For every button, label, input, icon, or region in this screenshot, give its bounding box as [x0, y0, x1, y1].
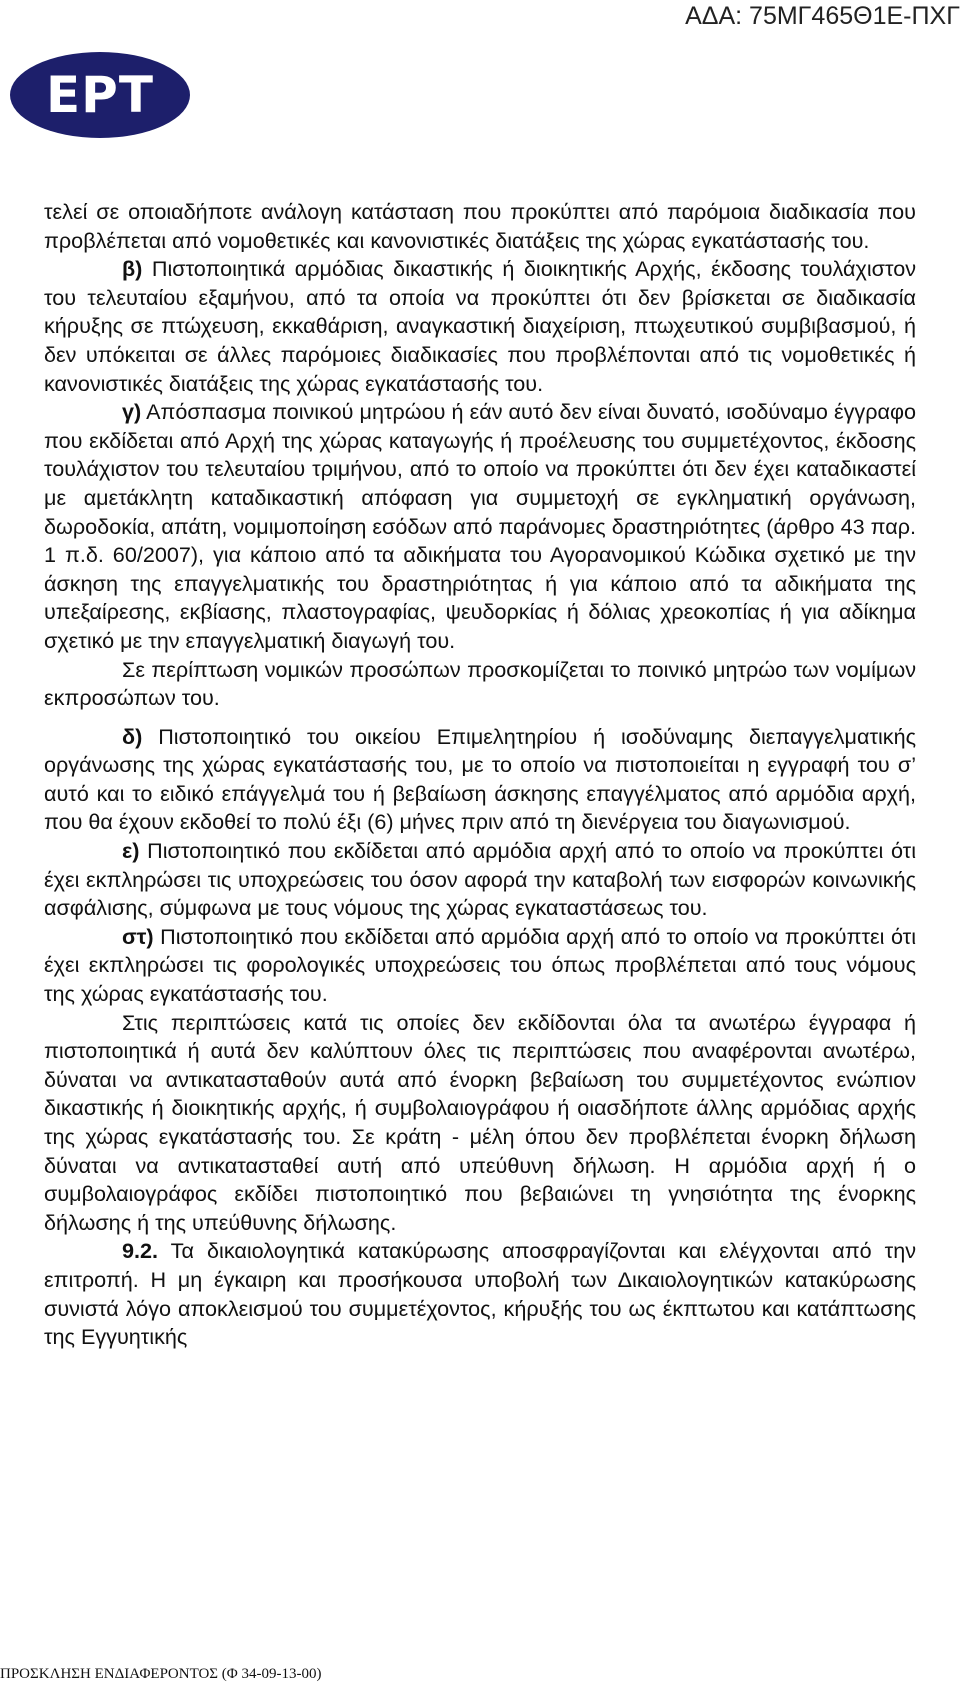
ada-code: ΑΔΑ: 75ΜΓ465Θ1Ε-ΠΧΓ	[685, 2, 960, 30]
paragraph-substitute-affidavit: Στις περιπτώσεις κατά τις οποίες δεν εκδίδονται όλα τα ανωτέρω έγγραφα ή πιστοποιητικά ή αυτά δεν καλύπτουν όλες τις περιπτώσεις που αναφέρονται ανωτέρω, δύναται να αντικατασταθούν αυτά από ένορκη βεβαίωση του συμμετέχοντος ενώπιον δικαστικής ή διοικητικής αρχής, ή συμβολαιογράφου ή οιασδήποτε άλλης αρμόδιας αρχής της χώρας εγκατάστασής του. Σε κράτη - μέλη όπου δεν προβλέπεται ένορκη δήλωση δύναται να αντικατασταθεί αυτή από υπεύθυνη δήλωση. Η αρμόδια αρχή ή ο συμβολαιογράφος εκδίδει πιστοποιητικό που βεβαιώνει τη γνησιότητα της ένορκης δήλωσης ή της υπεύθυνης δήλωσης.	[44, 1009, 916, 1235]
paragraph-legal-entities: Σε περίπτωση νομικών προσώπων προσκομίζεται το ποινικό μητρώο των νομίμων εκπροσώπων του.	[44, 656, 916, 711]
paragraph-st	[44, 923, 916, 1009]
section-text-9-2: Τα δικαιολογητικά κατακύρωσης αποσφραγίζονται και ελέγχονται από την επιτροπή. Η μη έγκαιρη και προσήκουσα υποβολή των Δικαιολογητικών κατακύρωσης συνιστά λόγο αποκλεισμού του συμμετέχοντος, κήρυξής του ως έκπτωτου και κατάπτωσης της Εγγυητικής	[44, 1238, 916, 1350]
section-label-9-2: 9.2.	[122, 1238, 159, 1264]
item-text-g: Απόσπασμα ποινικού μητρώου ή εάν αυτό δεν είναι δυνατό, ισοδύναμο έγγραφο που εκδίδεται από Αρχή της χώρας καταγωγής ή προέλευσης του συμμετέχοντος, έκδοσης τουλάχιστον του τελευταίου τριμήνου, από το οποίο να προκύπτει ότι δεν έχει καταδικαστεί με αμετάκλητη καταδικαστική απόφαση για συμμετοχή σε εγκληματική οργάνωση, δωροδοκία, απάτη, νομιμοποίηση εσόδων από παράνομες δραστηριότητες (άρθρο 43 παρ. 1 π.δ. 60/2007), για κάποιο από τα αδικήματα του Αγορανομικού Κώδικα σχετικό με την άσκηση της επαγγελματικής του δραστηριότητας ή για κάποιο από τα αδικήματα της υπεξαίρεσης, εκβίασης, πλαστογραφίας, ψευδορκίας ή δόλιας χρεοκοπίας ή για αδίκημα σχετικό με την επαγγελματική διαγωγή του.	[44, 399, 916, 653]
ert-logo-text: ΕΡΤ	[46, 66, 154, 124]
paragraph-9-2	[44, 1237, 916, 1351]
item-text-e: Πιστοποιητικό που εκδίδεται από αρμόδια αρχή από το οποίο να προκύπτει ότι έχει εκπληρώσει τις υποχρεώσεις του όσον αφορά την καταβολή των εισφορών κοινωνικής ασφάλισης, σύμφωνα με τους νόμους της χώρας εγκαταστάσεως του.	[44, 838, 916, 921]
page-footer: ΠΡΟΣΚΛΗΣΗ ΕΝΔΙΑΦΕΡΟΝΤΟΣ (Φ 34-09-13-00)	[0, 1666, 322, 1682]
item-label-b: β)	[122, 256, 143, 282]
paragraph-g	[44, 398, 916, 655]
paragraph-e	[44, 837, 916, 923]
paragraph-continuation: τελεί σε οποιαδήποτε ανάλογη κατάσταση που προκύπτει από παρόμοια διαδικασία που προβλέπεται από νομοθετικές και κανονιστικές διατάξεις της χώρας εγκατάστασής του.	[44, 199, 916, 253]
paragraph-b	[44, 255, 916, 398]
item-label-d: δ)	[122, 723, 143, 749]
item-text-st: Πιστοποιητικό που εκδίδεται από αρμόδια αρχή από το οποίο να προκύπτει ότι έχει εκπληρώσει τις φορολογικές υποχρεώσεις του όπως προβλέπεται από τους νόμους της χώρας εγκατάστασής του.	[44, 923, 916, 1007]
ert-logo	[10, 52, 190, 138]
paragraph-d	[44, 723, 916, 837]
item-label-st: στ)	[122, 923, 154, 949]
document-body	[44, 198, 916, 1352]
item-label-e: ε)	[122, 838, 140, 864]
item-text-b: Πιστοποιητικά αρμόδιας δικαστικής ή διοικητικής Αρχής, έκδοσης τουλάχιστον του τελευταίου εξαμήνου, από τα οποία να προκύπτει ότι δεν βρίσκεται σε διαδικασία κήρυξης σε πτώχευση, εκκαθάριση, αναγκαστική διαχείριση, πτωχευτικού συμβιβασμού, ή δεν υπόκειται σε άλλες παρόμοιες διαδικασίες που προβλέπονται από τις νομοθετικές ή κανονιστικές διατάξεις της χώρας εγκατάστασής του.	[44, 256, 916, 396]
item-text-d: Πιστοποιητικό του οικείου Επιμελητηρίου ή ισοδύναμης διεπαγγελματικής οργάνωσης της χώρας εγκατάστασής του, με το οποίο να πιστοποιείται η εγγραφή του σ’ αυτό και το ειδικό επάγγελμά του ή βεβαίωση άσκησης επαγγέλματος από αρμόδια αρχή, που θα έχουν εκδοθεί το πολύ έξι (6) μήνες πριν από τη διενέργεια του διαγωνισμού.	[44, 723, 916, 835]
item-label-g: γ)	[122, 399, 142, 425]
